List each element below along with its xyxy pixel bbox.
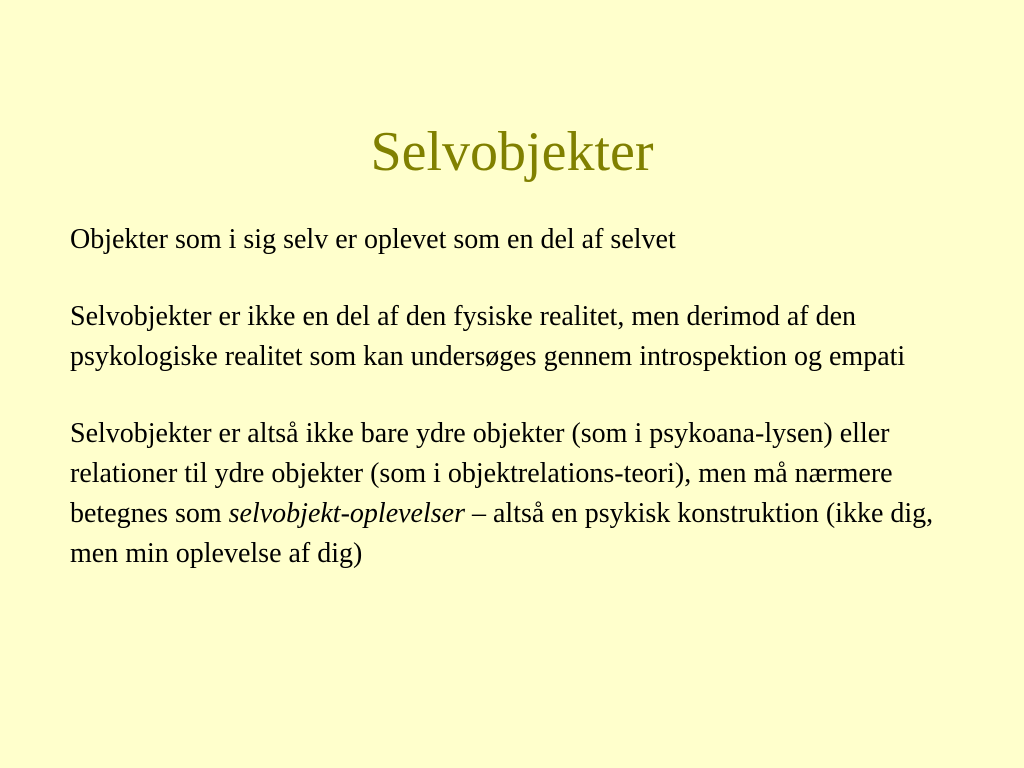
paragraph-text-before: Selvobjekter er altså ikke bare ydre objekter (som i psykoana-lysen) eller relationer til ydre objekter (som i objektrelations-teori), men må nærmere betegnes som [70,418,893,529]
paragraph-text-after: – altså en psykisk konstruktion (ikke dig, men min oplevelse af dig) [70,498,934,569]
paragraph-selfobject-experiences [70,414,950,574]
paragraph-definition: Objekter som i sig selv er oplevet som en del af selvet [70,224,676,255]
slide-title: Selvobjekter [370,121,654,183]
italic-term: selvobjekt-oplevelser [228,498,465,529]
slide-body [70,220,950,611]
paragraph-psychological-reality: Selvobjekter er ikke en del af den fysiske realitet, men derimod af den psykologiske realitet som kan undersøges gennem introspektion og empati [70,301,906,372]
